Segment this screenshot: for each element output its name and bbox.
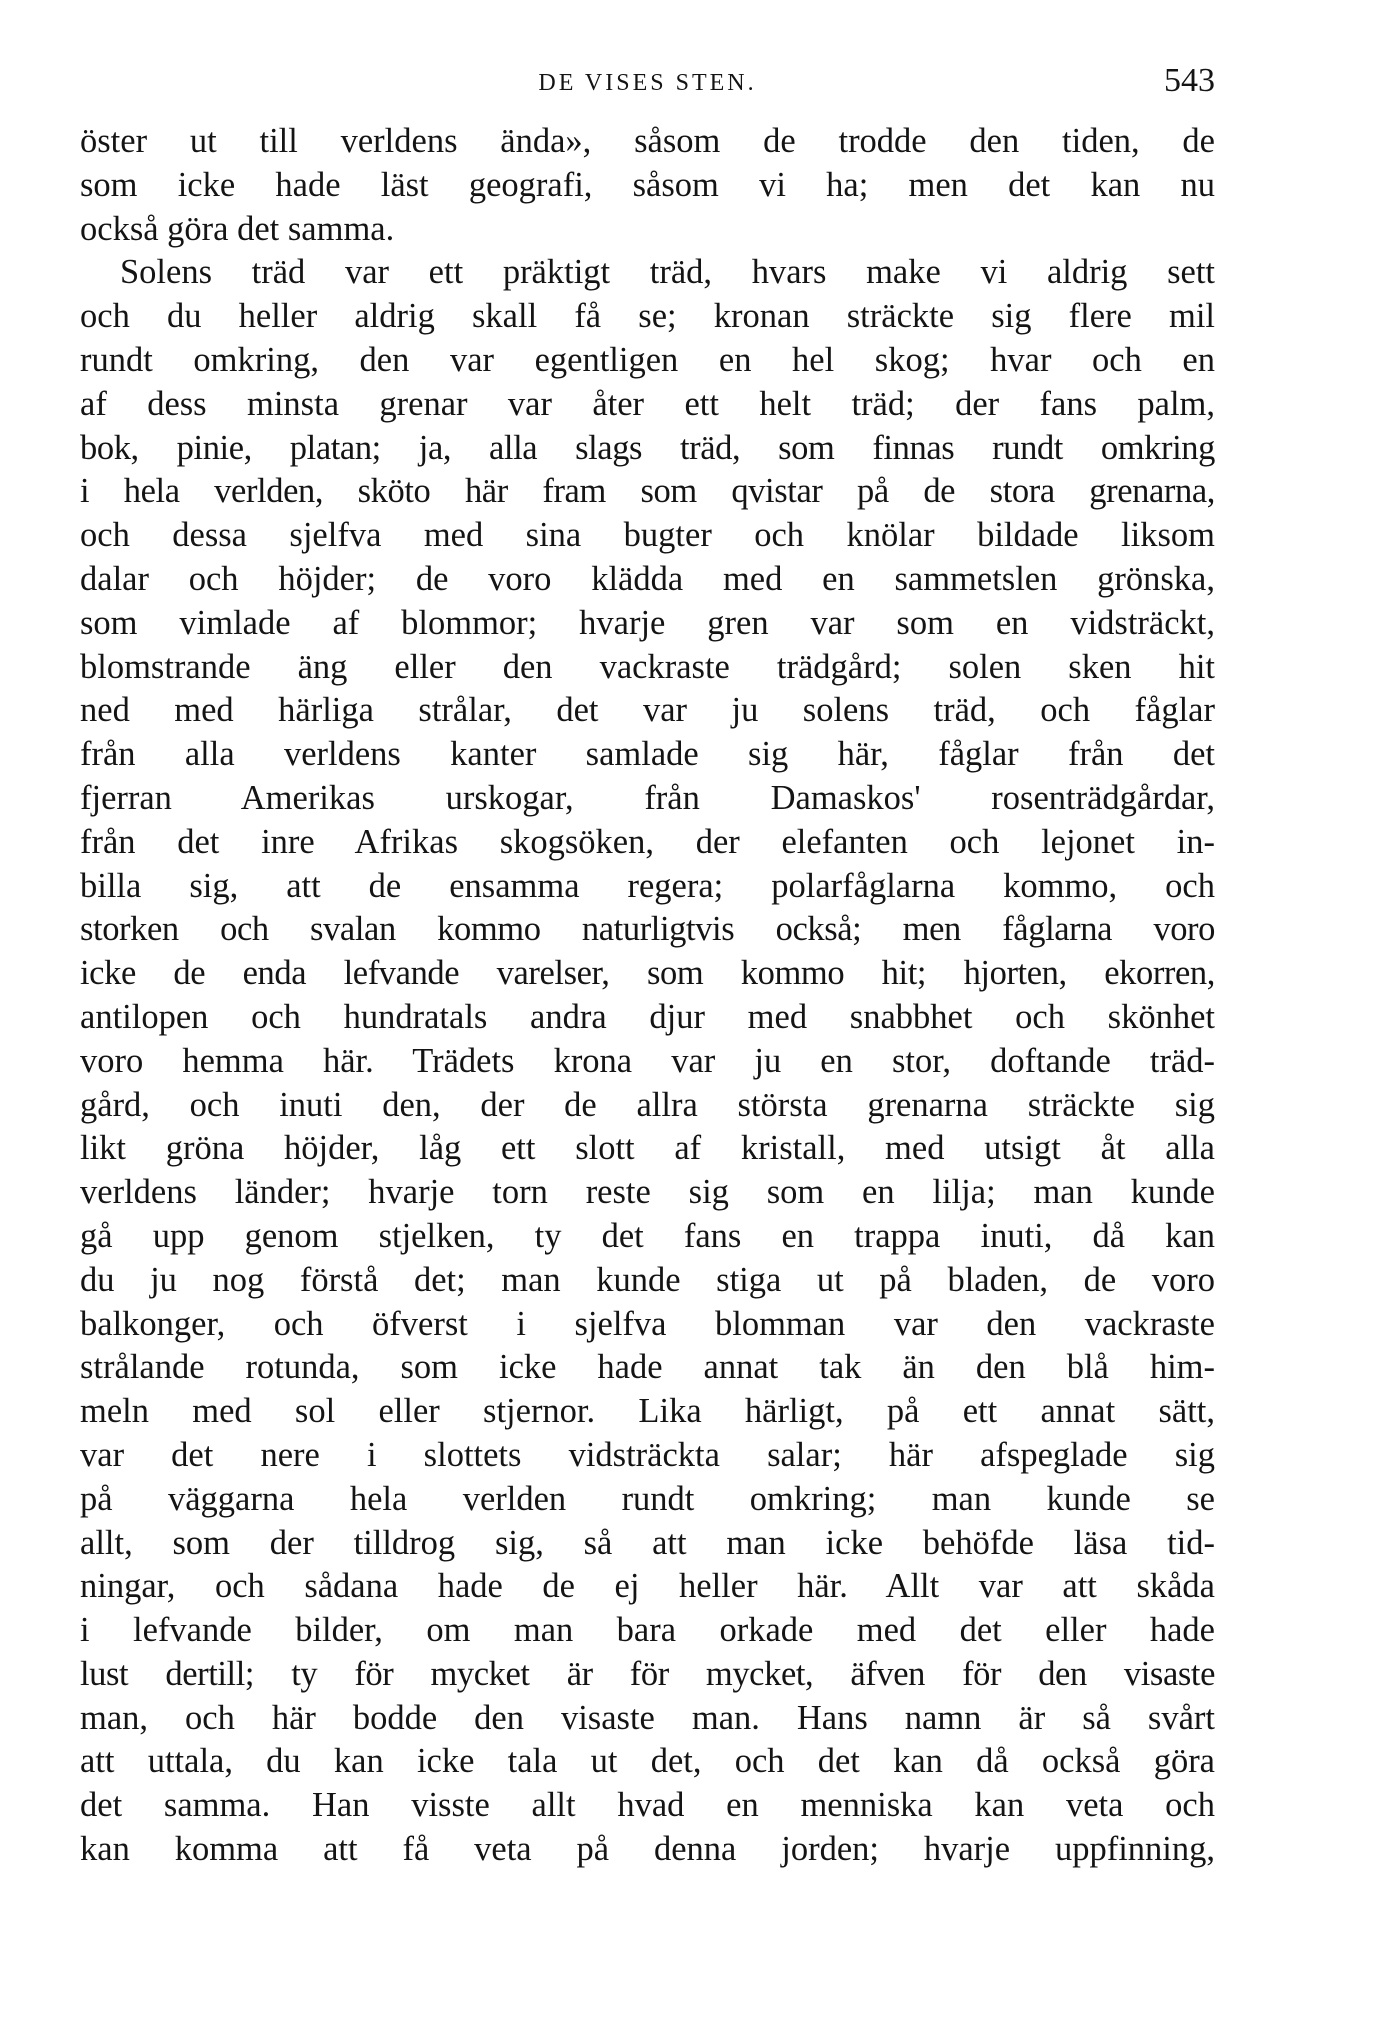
text-line: i lefvande bilder, om man bara orkade med det eller hade [80,1611,1215,1650]
text-line: man, och här bodde den visaste man. Hans namn är så svårt [80,1698,1215,1737]
text-line: också göra det samma. [80,209,395,248]
text-line: öster ut till verldens ända», såsom de trodde den tiden, de [80,122,1215,160]
text-line: storken och svalan kommo naturligtvis också; men fåglarna voro [80,910,1215,949]
text-line: ningar, och sådana hade de ej heller här. Allt var att skåda [80,1567,1215,1606]
text-line: bok, pinie, platan; ja, alla slags träd, som finnas rundt omkring [80,428,1215,467]
text-line: likt gröna höjder, låg ett slott af kristall, med utsigt åt alla [80,1129,1215,1168]
body-text [80,120,1215,1872]
text-line: rundt omkring, den var egentligen en hel skog; hvar och en [80,340,1215,379]
text-line: balkonger, och öfverst i sjelfva blomman var den vackraste [80,1304,1215,1343]
text-line: i hela verlden, sköto här fram som qvistar på de stora grenarna, [80,472,1215,511]
running-head: DE VISES STEN. [538,70,757,96]
text-line: du ju nog förstå det; man kunde stiga ut på bladen, de voro [80,1260,1215,1299]
text-line: från det inre Afrikas skogsöken, der elefanten och lejonet in- [80,822,1215,861]
text-line: verldens länder; hvarje torn reste sig som en lilja; man kunde [80,1173,1215,1212]
text-line: dalar och höjder; de voro klädda med en sammetslen grönska, [80,559,1215,598]
text-line: billa sig, att de ensamma regera; polarfåglarna kommo, och [80,866,1215,905]
text-line: gård, och inuti den, der de allra största grenarna sträckte sig [80,1085,1215,1124]
text-line: det samma. Han visste allt hvad en menniska kan veta och [80,1786,1215,1825]
text-line: allt, som der tilldrog sig, så att man icke behöfde läsa tid- [80,1523,1215,1562]
text-line: och du heller aldrig skall få se; kronan sträckte sig flere mil [80,297,1215,336]
page-header [80,62,1215,112]
text-line: kan komma att få veta på denna jorden; hvarje uppfinning, [80,1830,1215,1869]
text-line: lust dertill; ty för mycket är för mycket, äfven för den visaste [80,1654,1215,1693]
text-line: antilopen och hundratals andra djur med snabbhet och skönhet [80,997,1215,1036]
text-line: gå upp genom stjelken, ty det fans en trappa inuti, då kan [80,1216,1215,1255]
text-line: fjerran Amerikas urskogar, från Damaskos' rosenträdgårdar, [80,778,1215,817]
text-line: voro hemma här. Trädets krona var ju en stor, doftande träd- [80,1041,1215,1080]
text-line: på väggarna hela verlden rundt omkring; man kunde se [80,1479,1215,1518]
text-line: icke de enda lefvande varelser, som kommo hit; hjorten, ekorren, [80,954,1215,993]
text-line: och dessa sjelfva med sina bugter och knölar bildade liksom [80,516,1215,555]
text-line: meln med sol eller stjernor. Lika härligt, på ett annat sätt, [80,1392,1215,1431]
text-line: blomstrande äng eller den vackraste trädgård; solen sken hit [80,647,1215,686]
text-line: att uttala, du kan icke tala ut det, och det kan då också göra [80,1742,1215,1781]
text-line: från alla verldens kanter samlade sig här, fåglar från det [80,735,1215,774]
page-number: 543 [1164,62,1215,99]
text-line: som vimlade af blommor; hvarje gren var som en vidsträckt, [80,603,1215,642]
text-line: var det nere i slottets vidsträckta salar; här afspeglade sig [80,1435,1215,1474]
text-line: af dess minsta grenar var åter ett helt träd; der fans palm, [80,384,1215,423]
text-line: strålande rotunda, som icke hade annat tak än den blå him- [80,1348,1215,1387]
text-line: som icke hade läst geografi, såsom vi ha; men det kan nu [80,165,1215,204]
text-line: ned med härliga strålar, det var ju solens träd, och fåglar [80,691,1215,730]
text-line: Solens träd var ett präktigt träd, hvars make vi aldrig sett [120,253,1215,292]
